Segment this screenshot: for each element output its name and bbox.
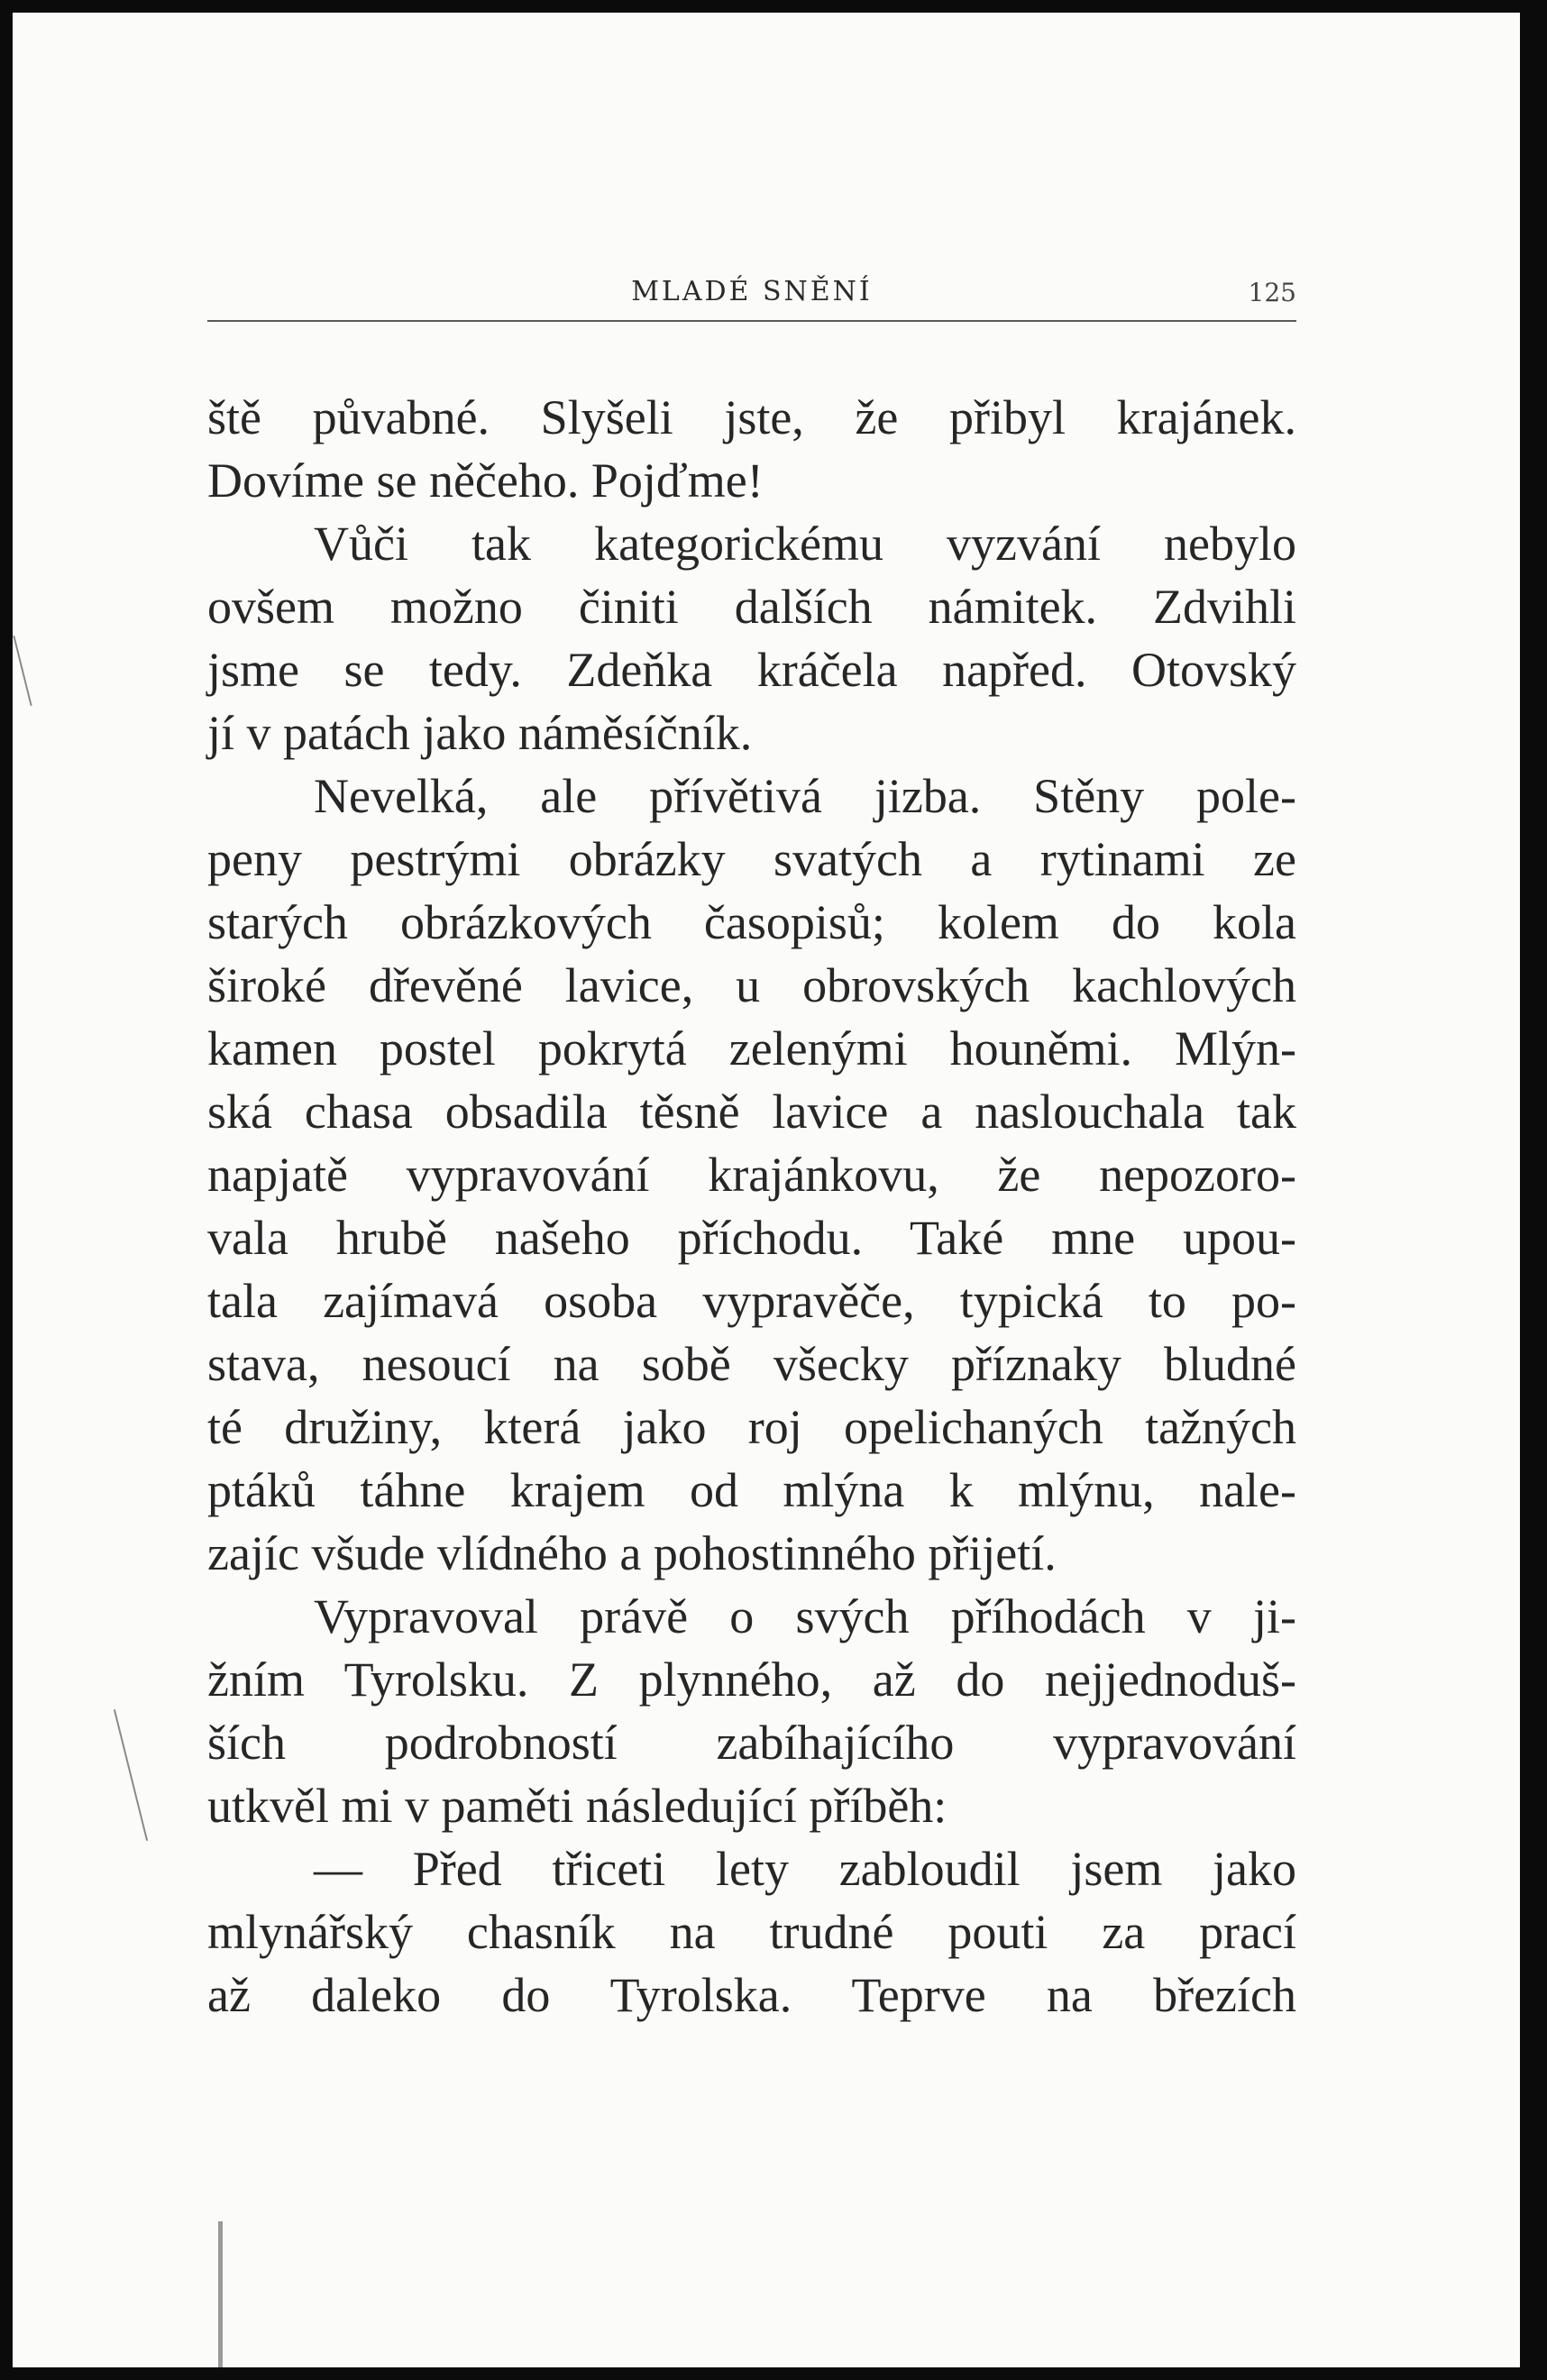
text-line: ptáků táhne krajem od mlýna k mlýnu, nale- [207,1463,1296,1517]
text-line: mlynářský chasník na trudné pouti za prací [207,1905,1296,1959]
text-line: jsme se tedy. Zdeňka kráčela napřed. Otovský [207,643,1296,697]
text-line: ovšem možno činiti dalších námitek. Zdvihli [207,580,1296,634]
page-header [207,261,1296,316]
text-line: ská chasa obsadila těsně lavice a naslouchala tak [207,1085,1296,1139]
text-line: — Před třiceti lety zabloudil jsem jako [314,1842,1296,1896]
text-line: utkvěl mi v paměti následující příběh: [207,1779,947,1833]
text-line: kamen postel pokrytá zelenými houněmi. Mlýn- [207,1021,1296,1076]
text-line: té družiny, která jako roj opelichaných tažných [207,1400,1296,1454]
scan-artifact-line [13,636,32,706]
text-line: zajíc všude vlídného a pohostinného přijetí. [207,1526,1057,1580]
text-line: peny pestrými obrázky svatých a rytinami ze [207,832,1296,886]
scan-artifact-line [114,1709,148,1841]
page-number: 125 [1248,278,1296,307]
text-line: Vůči tak kategorickému vyzvání nebylo [314,517,1296,571]
body-text [207,386,1296,2027]
text-line: vala hrubě našeho příchodu. Také mne upou- [207,1211,1296,1265]
text-line: široké dřevěné lavice, u obrovských kachlových [207,958,1296,1012]
text-line: starých obrázkových časopisů; kolem do kola [207,895,1296,949]
text-line: až daleko do Tyrolska. Teprve na březích [207,1968,1296,2022]
book-page [13,13,1520,2367]
scan-artifact-line [218,2221,223,2367]
text-line: Dovíme se něčeho. Pojďme! [207,453,764,508]
text-line: ších podrobností zabíhajícího vypravování [207,1716,1296,1770]
text-line: žním Tyrolsku. Z plynného, až do nejjednoduš- [207,1652,1296,1707]
text-line: napjatě vypravování krajánkovu, že nepozoro- [207,1148,1296,1202]
text-line: jí v patách jako náměsíčník. [207,706,753,760]
text-line: ště půvabné. Slyšeli jste, že přibyl krajánek. [207,390,1296,444]
running-head: MLADÉ SNĚNÍ [631,276,873,307]
text-line: tala zajímavá osoba vypravěče, typická to po- [207,1274,1296,1328]
text-line: stava, nesoucí na sobě všecky příznaky bludné [207,1337,1296,1391]
text-line: Vypravoval právě o svých příhodách v ji- [314,1589,1296,1643]
header-rule [207,320,1296,322]
text-line: Nevelká, ale přívětivá jizba. Stěny pole- [314,769,1296,823]
